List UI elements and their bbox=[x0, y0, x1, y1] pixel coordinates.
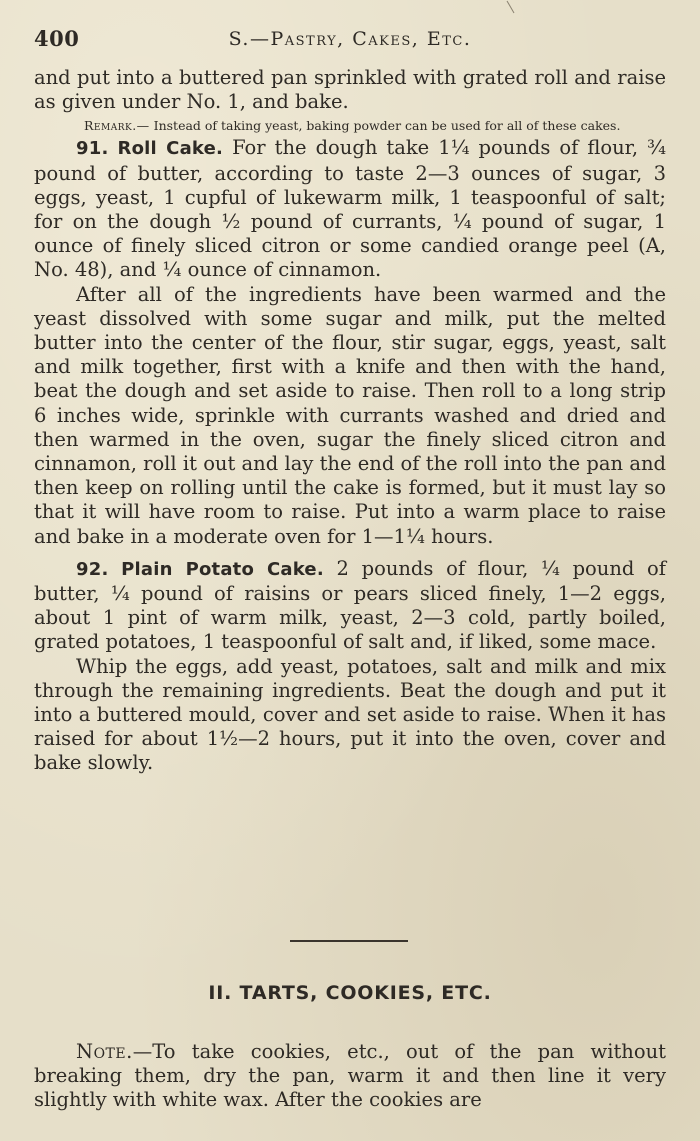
recipe-91-ingredients-text: For the dough take 1¼ pounds of flour, ¾ pound of butter, according to taste 2—3 ounces of sugar, 3 eggs, yeast, 1 cupful of lukewarm milk, 1 teaspoonful of salt; for on the dough ½ pound of currants, ¼ pound of sugar, 1 ounce of finely sliced citron or some candied orange peel (A, No. 48), and ¼ ounce of cinnamon. bbox=[34, 136, 666, 282]
page-number: 400 bbox=[34, 26, 80, 51]
paper-mark bbox=[507, 1, 515, 14]
section-heading: II. TARTS, COOKIES, ETC. bbox=[208, 982, 492, 1004]
intro-paragraph: and put into a buttered pan sprinkled with grated roll and raise as given under No. 1, and bake. bbox=[34, 66, 666, 114]
note-label: Note. bbox=[76, 1040, 133, 1063]
remark-paragraph bbox=[34, 116, 666, 135]
remark-text: Instead of taking yeast, baking powder can be used for all of these cakes. bbox=[153, 118, 621, 134]
page-body bbox=[34, 66, 666, 776]
section-divider bbox=[290, 940, 408, 942]
recipe-92-ingredients bbox=[34, 557, 666, 655]
recipe-91-method: After all of the ingredients have been warmed and the yeast dissolved with some sugar and milk, put the melted butter into the center of the flour, stir sugar, eggs, yeast, salt and milk together, first with a knife and then with the hand, beat the dough and set aside to raise. Then roll to a long strip 6 inches wide, sprinkle with currants washed and dried and then warmed in the oven, sugar the finely sliced citron and cinnamon, roll it out and lay the end of the roll into the pan and then keep on rolling until the cake is formed, but it must lay so that it will have room to raise. Put into a warm place to raise and bake in a moderate oven for 1—1¼ hours. bbox=[34, 282, 666, 548]
page-header bbox=[34, 26, 666, 56]
recipe-91-title: Roll Cake. bbox=[117, 138, 224, 160]
recipe-92-number: 92. bbox=[76, 558, 109, 580]
remark-label: Remark.— bbox=[84, 118, 150, 134]
recipe-92-title: Plain Potato Cake. bbox=[121, 558, 324, 580]
recipe-92-ingredients-text: 2 pounds of flour, ¼ pound of butter, ¼ pound of raisins or pears sliced finely, 1—2 eggs, about 1 pint of warm milk, yeast, 2—3 cold, partly boiled, grated potatoes, 1 teaspoonful of salt and, if liked, some mace. bbox=[34, 556, 667, 654]
recipe-91-number: 91. bbox=[76, 138, 109, 160]
note-paragraph bbox=[34, 1040, 666, 1113]
recipe-92-method: Whip the eggs, add yeast, potatoes, salt and milk and mix through the remaining ingredients. Beat the dough and put it into a buttered mould, cover and set aside to raise. When it has raised for about 1½—2 hours, put it into the oven, cover and bake slowly. bbox=[34, 654, 666, 775]
note-text: —To take cookies, etc., out of the pan without breaking them, dry the pan, warm it and then line it very slightly with white wax. After the cookies are bbox=[34, 1040, 666, 1112]
recipe-91-ingredients bbox=[34, 136, 666, 282]
running-head: S.—Pastry, Cakes, Etc. bbox=[228, 28, 472, 50]
